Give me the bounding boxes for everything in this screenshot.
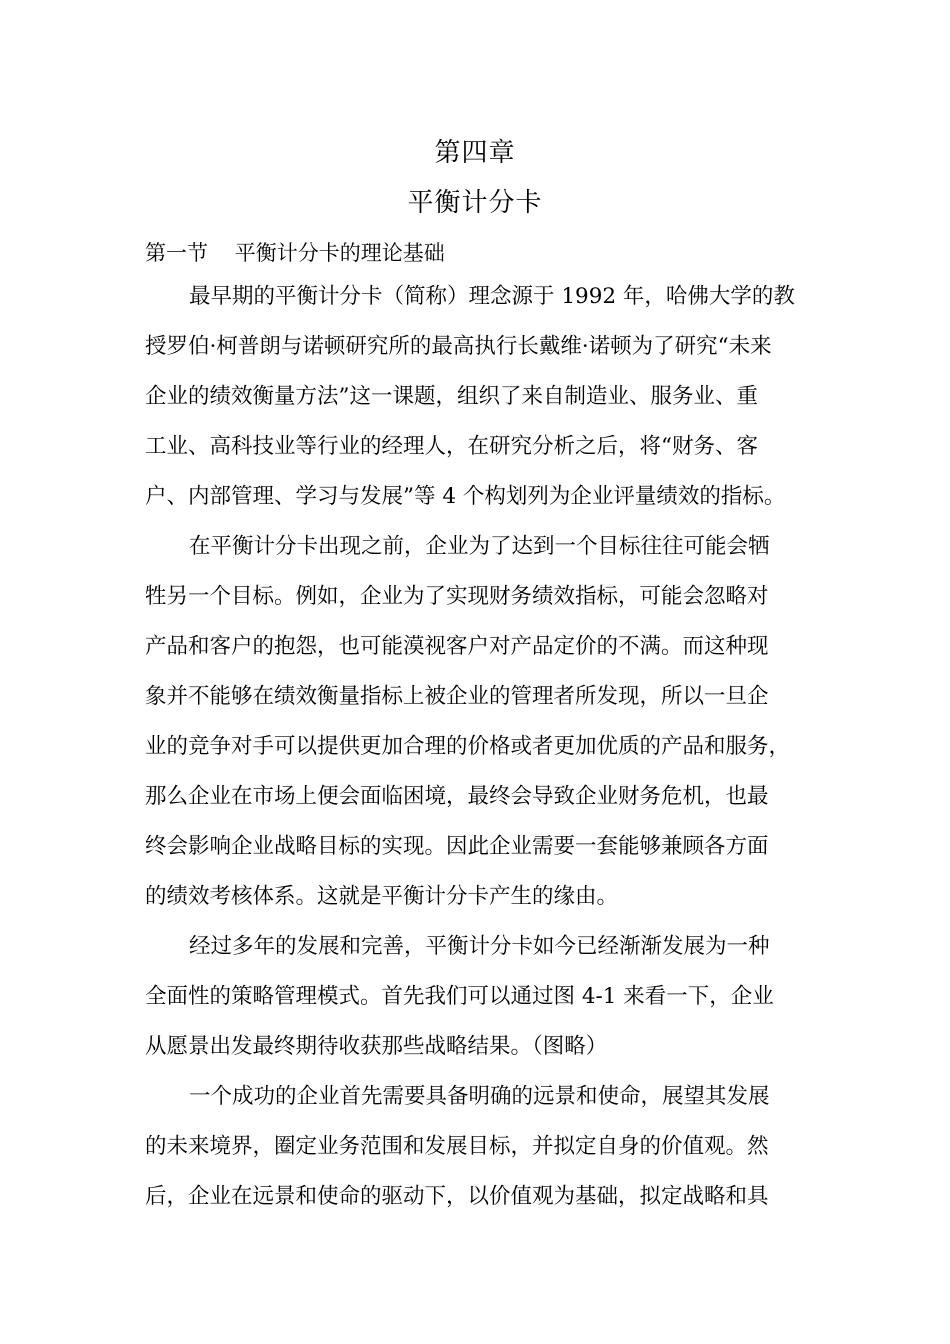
paragraph-line: 在平衡计分卡出现之前，企业为了达到一个目标往往可能会牺: [189, 534, 770, 559]
paragraph-line: 后，企业在远景和使命的驱动下，以价值观为基础，拟定战略和具: [145, 1184, 769, 1209]
paragraph-line: 产品和客户的抱怨，也可能漠视客户对产品定价的不满。而这种现: [145, 634, 769, 659]
paragraph-line: 户、内部管理、学习与发展”等 4 个构划列为企业评量绩效的指标。: [145, 484, 786, 509]
paragraph-line: 授罗伯·柯普朗与诺顿研究所的最高执行长戴维·诺顿为了研究“未来: [145, 334, 772, 359]
paragraph-line: 从愿景出发最终期待收获那些战略结果。（图略）: [145, 1034, 608, 1059]
paragraph-line: 一个成功的企业首先需要具备明确的远景和使命，展望其发展: [189, 1084, 770, 1109]
paragraph-line: 企业的绩效衡量方法”这一课题，组织了来自制造业、服务业、重: [145, 384, 758, 409]
section-heading: 第一节 平衡计分卡的理论基础: [145, 241, 445, 265]
chapter-title: 平衡计分卡: [407, 188, 543, 218]
paragraph-line: 的未来境界，圈定业务范围和发展目标，并拟定自身的价值观。然: [145, 1134, 769, 1159]
chapter-number: 第四章: [434, 138, 516, 168]
paragraph-line: 终会影响企业战略目标的实现。因此企业需要一套能够兼顾各方面: [145, 834, 769, 859]
paragraph-line: 象并不能够在绩效衡量指标上被企业的管理者所发现，所以一旦企: [145, 684, 769, 709]
paragraph-line: 的绩效考核体系。这就是平衡计分卡产生的缘由。: [145, 884, 619, 909]
paragraph-line: 那么企业在市场上便会面临困境，最终会导致企业财务危机，也最: [145, 784, 769, 809]
paragraph-line: 最早期的平衡计分卡（简称）理念源于 1992 年，哈佛大学的教: [189, 284, 795, 309]
paragraph-line: 牲另一个目标。例如，企业为了实现财务绩效指标，可能会忽略对: [145, 584, 769, 609]
paragraph-line: 全面性的策略管理模式。首先我们可以通过图 4-1 来看一下，企业: [145, 984, 774, 1009]
paragraph-line: 业的竞争对手可以提供更加合理的价格或者更加优质的产品和服务，: [145, 734, 791, 759]
paragraph-line: 经过多年的发展和完善，平衡计分卡如今已经渐渐发展为一种: [189, 934, 770, 959]
paragraph-line: 工业、高科技业等行业的经理人，在研究分析之后，将“财务、客: [145, 434, 758, 459]
